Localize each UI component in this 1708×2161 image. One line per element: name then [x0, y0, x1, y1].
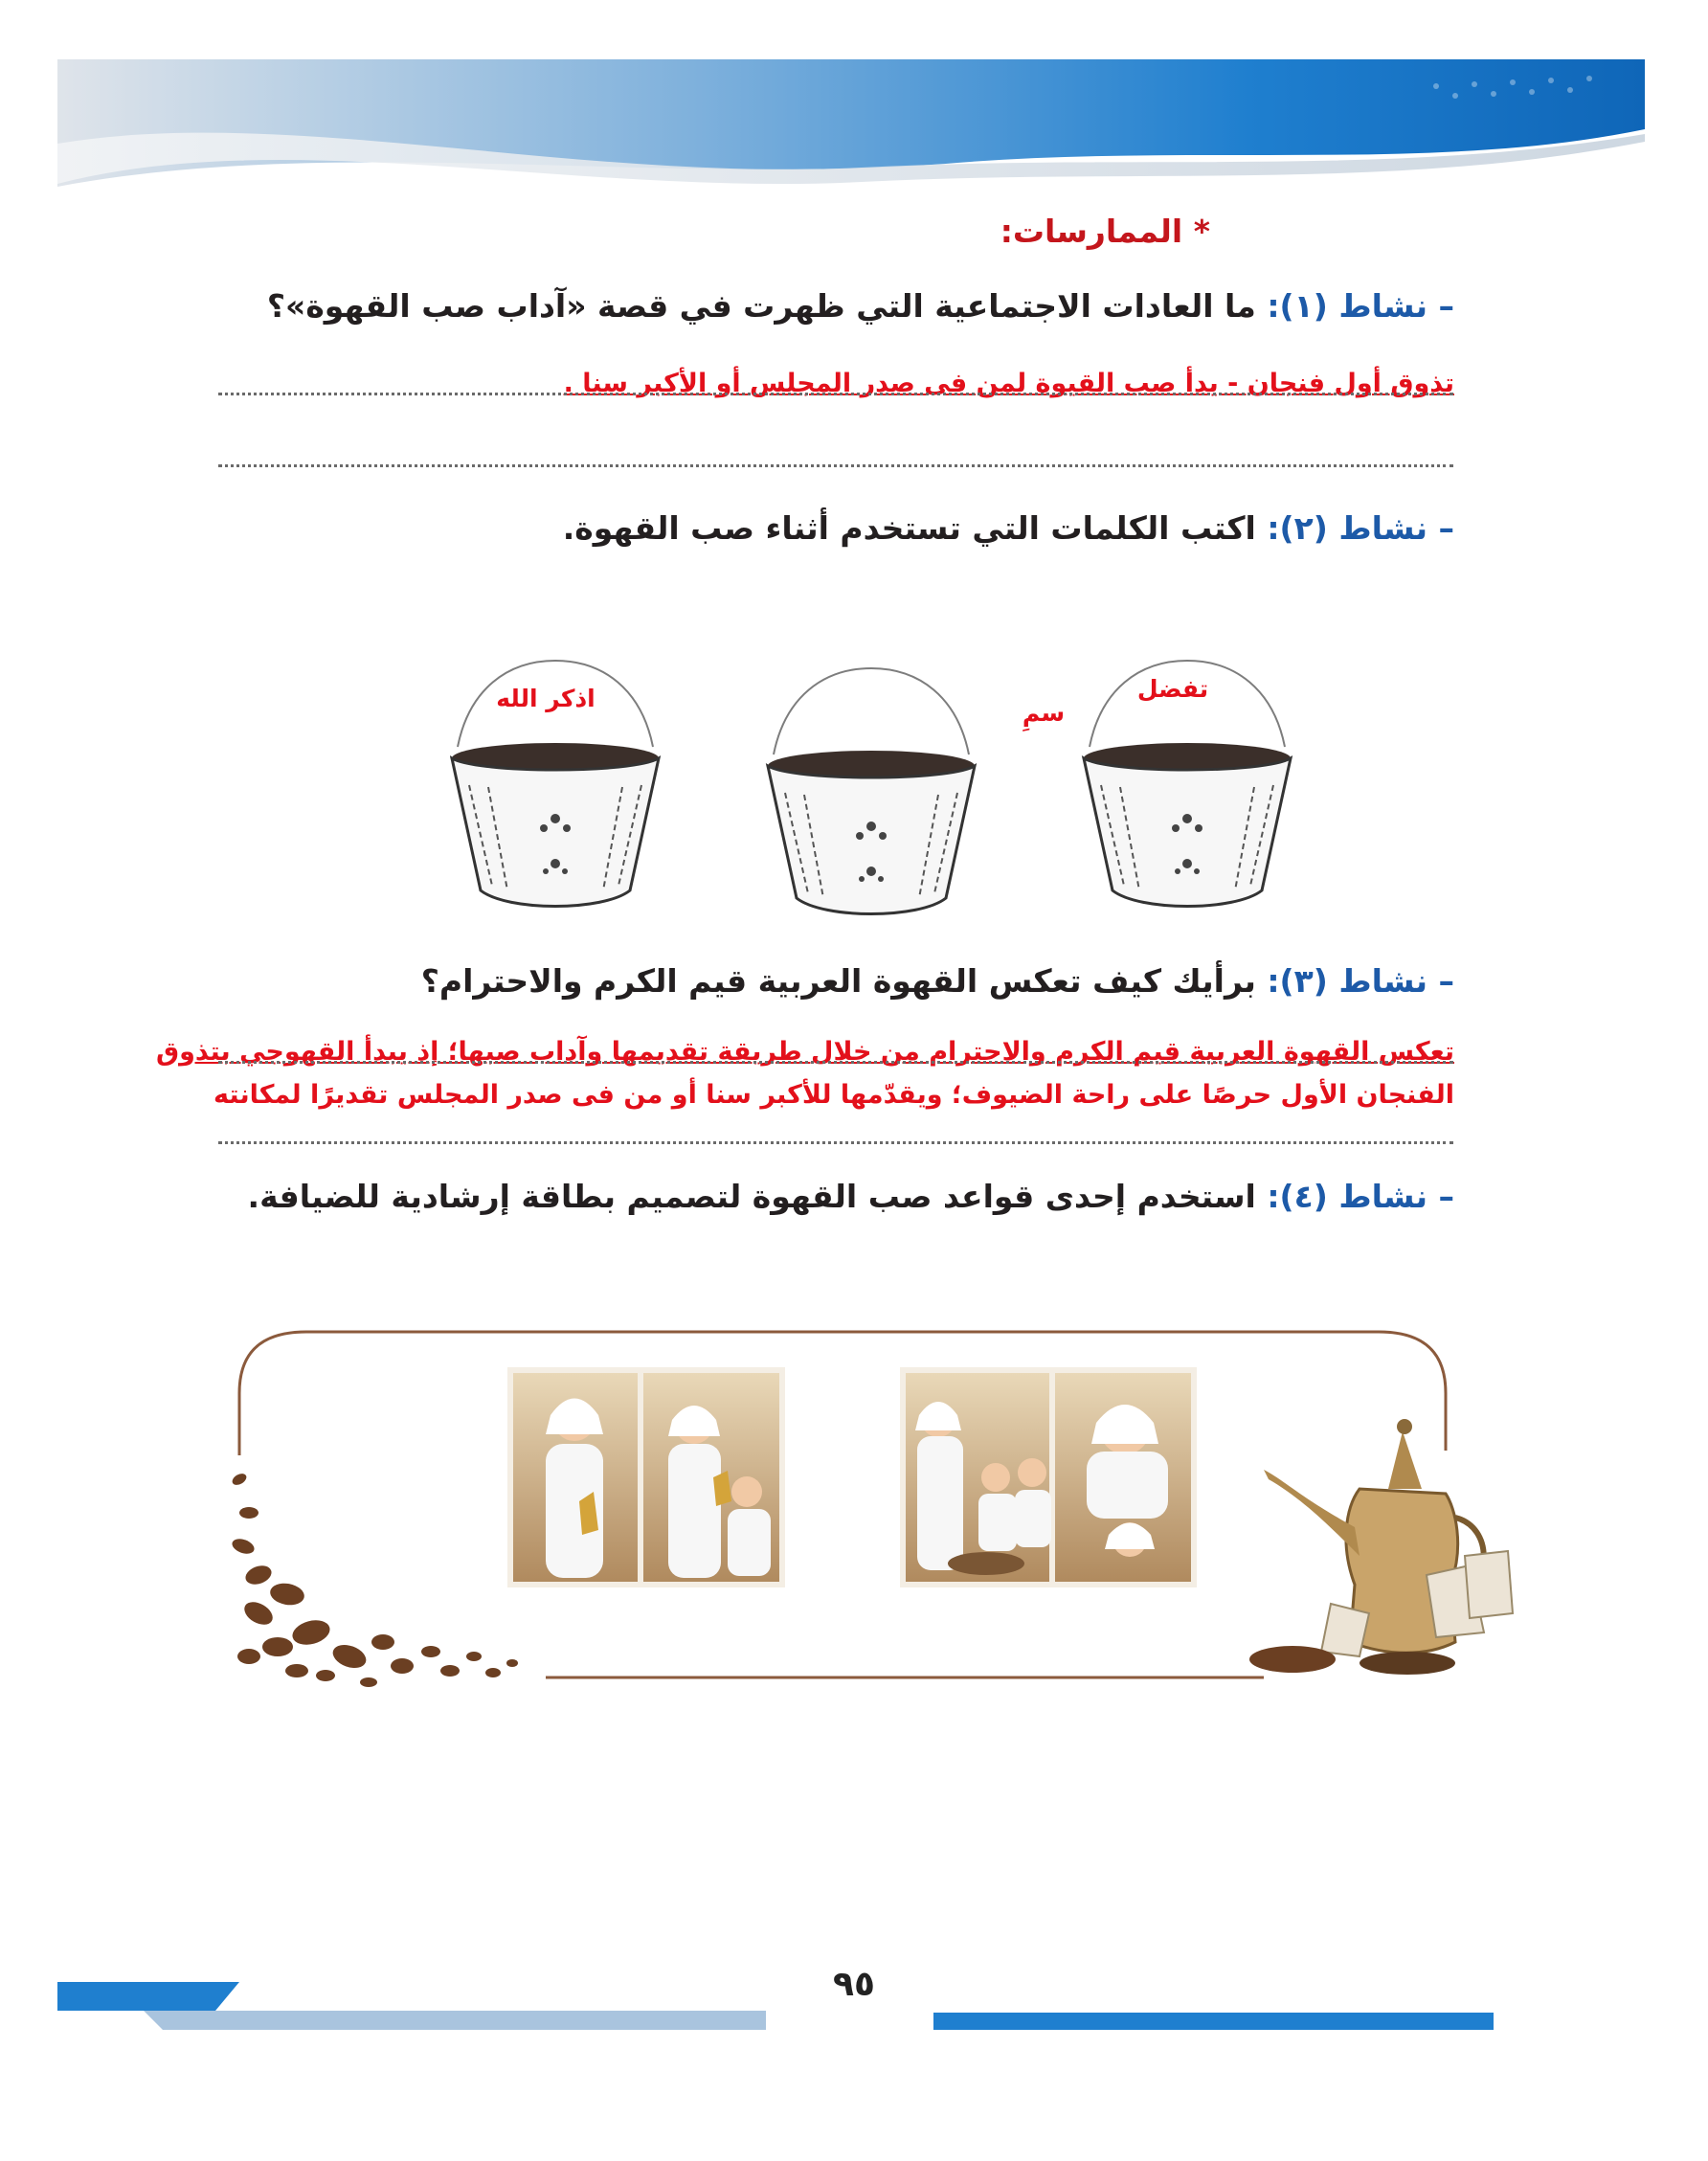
answer-line [218, 393, 1453, 395]
activity-4-question [210, 1178, 1454, 1215]
cup-word: تفضل [1136, 675, 1209, 703]
activity-3-text: برأيك كيف تعكس القهوة العربية قيم الكرم والاحترام؟ [420, 962, 1268, 1000]
activity-3-question [210, 962, 1454, 1000]
activity-3-label: – نشاط (٣): [1267, 962, 1454, 1000]
activity-4-text: استخدم إحدى قواعد صب القهوة لتصميم بطاقة إرشادية للضيافة. [247, 1178, 1268, 1215]
cup-word: سمِ [1022, 699, 1066, 727]
activity-4-label: – نشاط (٤): [1267, 1178, 1454, 1215]
activity-1-question [210, 287, 1454, 325]
answer-line [218, 1061, 1453, 1064]
activity-2-question [210, 509, 1454, 547]
coffee-serving-photos [507, 1367, 1197, 1587]
section-title: * الممارسات: [1000, 213, 1210, 250]
activity-1-label: – نشاط (١): [1267, 287, 1454, 325]
coffee-story-images [507, 1367, 1197, 1587]
activity-3-answer-line-1: تعكس القهوة العربية قيم الكرم والاحترام من خلال طريقة تقديمها وآداب صبها؛ إذ يبدأ القهوجي بتذوق [156, 1037, 1454, 1067]
header-wave-banner [0, 0, 1708, 220]
cup-word: اذكر الله [496, 685, 596, 712]
page-number: ٩٥ [833, 1965, 875, 2004]
activity-3-answer-line-2: الفنجان الأول حرصًا على راحة الضيوف؛ ويقدّمها للأكبر سنا أو من فى صدر المجلس تقديرًا لمكانته [214, 1080, 1454, 1110]
answer-line [218, 464, 1453, 467]
activity-2-label: – نشاط (٢): [1267, 509, 1454, 547]
activity-1-answer: تذوق أول فنجان - يدأ صب القيوة لمن فى صدر المجلس أو الأكبر سنا . [563, 369, 1454, 398]
answer-line [218, 1141, 1453, 1144]
activity-2-text: اكتب الكلمات التي تستخدم أثناء صب القهوة. [562, 509, 1268, 547]
activity-1-text: ما العادات الاجتماعية التي ظهرت في قصة «آداب صب القهوة»؟ [266, 287, 1268, 325]
